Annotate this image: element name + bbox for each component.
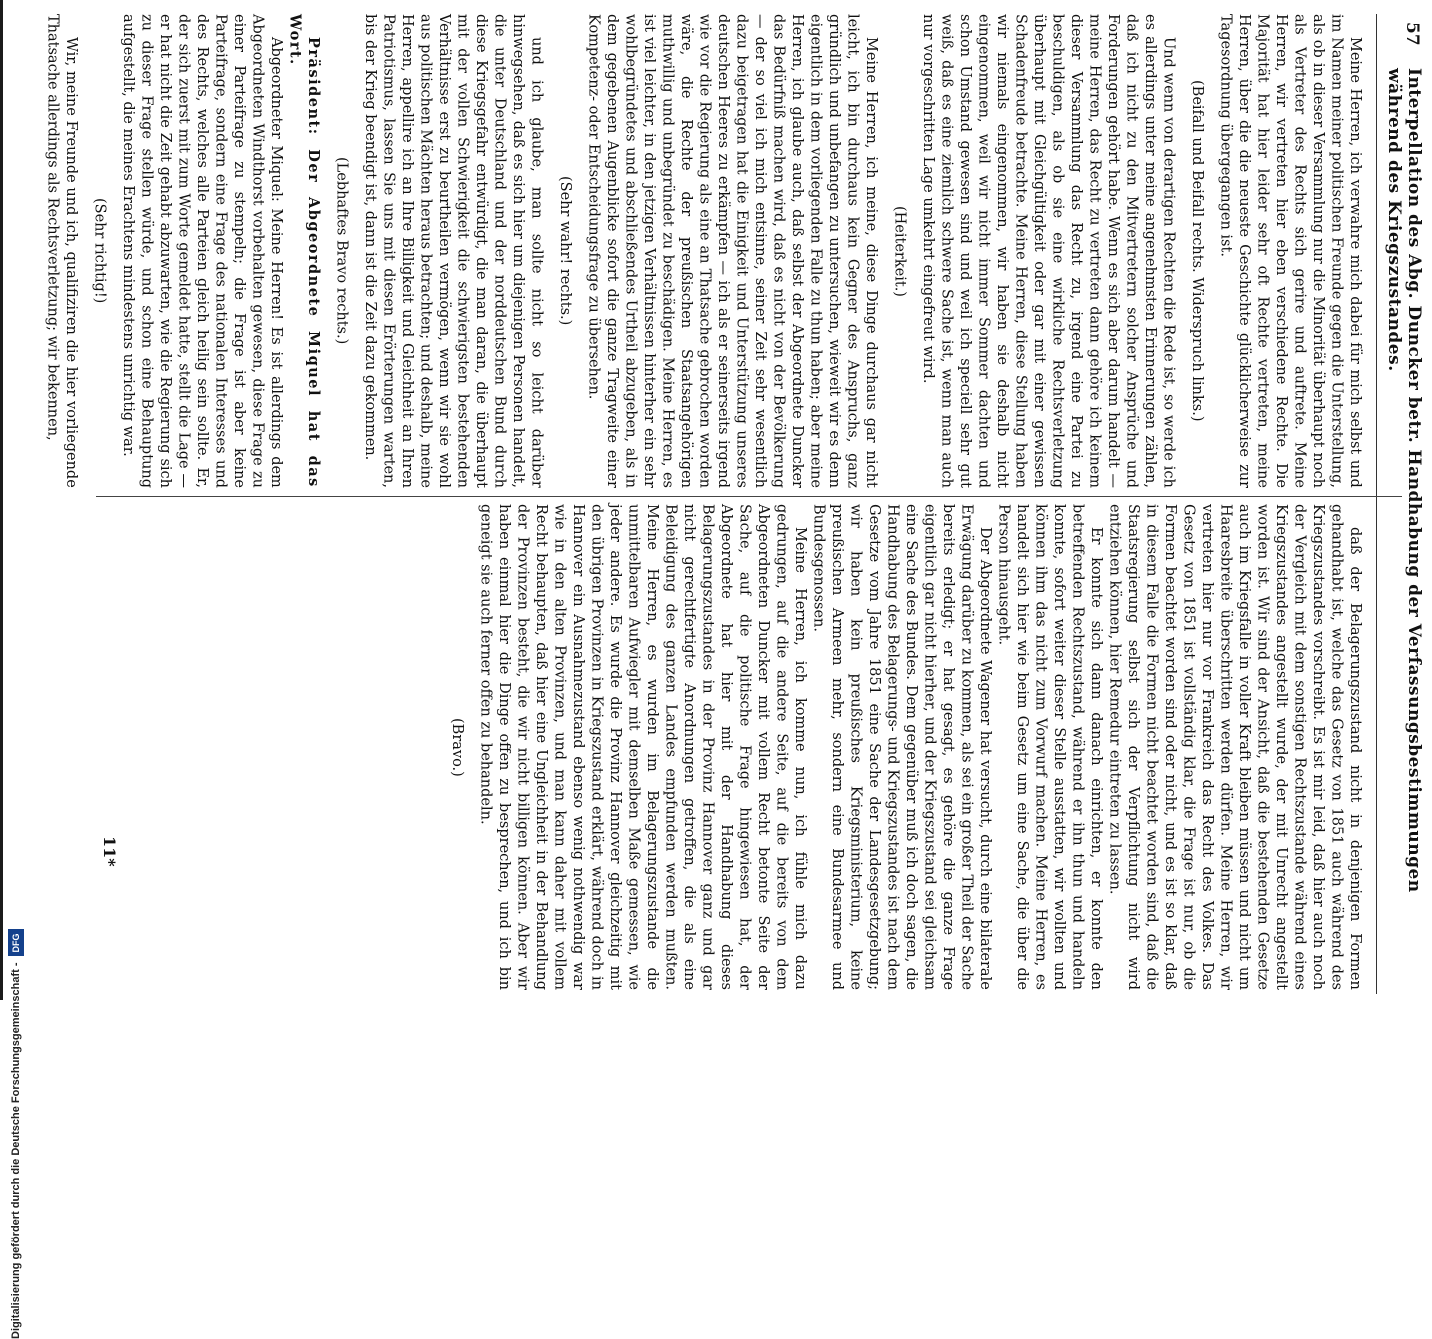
paragraph: Wir, meine Freunde und ich, qualifiziren die hier vorliegende Thatsache allerdings als Rechtsverletzung; wir bekennen,	[44, 14, 79, 488]
watermark-text: Digitalisierung gefördert durch die Deutsche Forschungsgemeinschaft -	[10, 962, 22, 1339]
paragraph: Der Abgeordnete Wagener hat versucht, durch eine bilaterale Erwägung darüber zu kommen, als sei ein großer Theil der Sache bereits erledigt; er hat gesagt, es gehöre die ganze Frage eigentlich gar nicht hierher, und der Kriegszustand sei gleichsam eine Sache des Bundes. Dem gegenüber muß ich doch sagen, die Handhabung des Belagerungs- und Kriegszustandes ist nach dem Gesetze vom Jahre 1851 eine Sache der Landesgesetzgebung; wir haben kein preußisches Kriegsministerium, keine preußischen Armeen mehr, sondern eine Bundesarmee und Bundesgenossen.	[810, 504, 993, 990]
text-column-upper	[44, 14, 1364, 488]
paragraph: Und wenn von derartigen Rechten die Rede ist, so werde ich es allerdings unter meine angenehmsten Erinnerungen zählen, daß ich nicht zu den Mitvertretern solcher Ansprüche und Forderungen gehört habe. Wenn es sich aber darum handelt — meine Herren, das Recht zu vertreten dann gehöre ich keinem dieser Versammlung das Recht zu, irgend eine Partei zu beschuldigen, als ob sie eine wirkliche Rechtsverletzung überhaupt mit Gleichgültigkeit oder gar mit einer gewissen Schadenfreude betrachte. Meine Herren, diese Stellung haben wir niemals eingenommen, wir haben sie deshalb nicht eingenommen, weil wir nicht immer Sommer dachten und schon Umstand gewesen sind und weil ich speciell sehr gut weiß, daß es eine ziemlich schwere Sache ist, wenn man auch nur vorgeschritten Lage umkehrt eingefreut wird.	[920, 14, 1177, 488]
paragraph: Meine Herren, ich meine, diese Dinge durchaus gar nicht leicht, ich bin durchaus kein Gegner des Anspruchs, ganz gründlich und unbefangen zu untersuchen, wieweit wir es denn eigentlich in dem vorliegenden Falle zu thun haben; aber meine Herren, ich glaube auch, daß selbst der Abgeordnete Duncker das Bedürfniß machen wird, daß es nicht von der Bevölkerung — der so viel ich mich entsinne, seiner Zeit sehr wesentlich dazu beigetragen hat die Einigkeit und Unterstützung unseres deutschen Heeres zu erkämpfen — ich als er seinerseits irgend wie vor die Regierung als eine an Thatsache gebrochen worden wäre, die Rechte der preußischen Staatsangehörigen muthwillig und unbegründet zu beschädigen. Meine Herren, es ist viel leichter, in den jetzigen Verhältnissen hinterher ein sehr wohlbegründetes und abschließendes Urtheil abzugeben, als in dem gegebenen Augenblicke sofort die ganze Tragweite einer Kompetenz- oder Entscheidungsfrage zu übersehen.	[585, 14, 879, 488]
paragraph: Abgeordneter Miquel: Meine Herren! Es ist allerdings dem Abgeordneten Windthorst vorbehalten gewesen, diese Frage zu einer Parteifrage zu stempeln; die Frage ist aber keine Parteifrage, sondern eine Frage des nationalen Interesses und des Rechts, welches alle Parteien gleich heilig sein sollte. Er, der sich zuerst mit zum Worte gemeldet hatte, stellt die Lage — er hat nicht die Zeit gehabt abzuwarten, wie die Regierung sich zu dieser Frage stellen würde, und schon eine Behauptung aufgestellt, die meines Erachtens mindestens unrichtig war.	[120, 14, 284, 488]
column-divider	[96, 496, 1402, 497]
interjection: (Beifall und Beifall rechts. Widerspruch links.)	[1189, 80, 1205, 422]
paragraph: Er konnte sich dann danach einrichten, er konnte den betreffenden Rechtszustand, während er ihn thun und handeln konnte, sofort weiter dieser Stelle ausstatten, wir wollten und können ihm das nicht zum Vorwurf machen. Meine Herren, es handelt sich hier wie beim Gesetz um eine Sache, die über die Person hinausgeht.	[995, 504, 1104, 990]
interjection: (Lebhaftes Bravo rechts.)	[333, 157, 350, 345]
scan-edge	[0, 0, 3, 1000]
running-head-title: Interpellation des Abg. Duncker betr. Handhabung der Verfassungsbestimmungen während des Kriegszustandes.	[1384, 68, 1424, 893]
interjection: (Heiterkeit.)	[891, 205, 908, 297]
dfg-watermark	[7, 339, 25, 1339]
signature-mark: 11*	[100, 836, 119, 867]
interjection: (Sehr richtig!)	[91, 198, 108, 304]
paragraph: und ich glaube, man sollte nicht so leicht darüber hinwegsehen, daß es sich hier um diejenigen Personen handelt, die unter Deutschland und der norddeutschen Bund durch diese Kriegsgefahr entwürdigt, die man daran, die überhaupt mit der vollen Schwierigkeit die schwierigsten bestehenden Verhältnisse erst zu beurtheilen vermögen, wenn wir sie wohl aus politischen Mächten heraus betrachten; und deshalb, meine Herren, appellire ich an Ihre Billigkeit und Gleichheit an Ihren Patriotismus, lassen Sie uns mit diesen Erörterungen warten, bis der Krieg beendigt ist, dann ist die Zeit dazu gekommen.	[362, 14, 545, 488]
paragraph: Meine Herren, ich komme nun, ich fühle mich dazu gedrungen, auf die andere Seite, auf die bereits von dem Abgeordneten Duncker mit vollem Recht betonte Seite der Sache, auf die politische Frage hingewiesen hat, der Abgeordnete hat hier mit der Handhabung dieses Belagerungszustandes in der Provinz Hannover ganz und gar nicht gerechtfertigte Anordnungen getroffen, die als eine Beleidigung des ganzen Landes empfunden werden mußten. Meine Herren, es wurden im Belagerungszustande die unmittelbaren Aufwiegler mit demselben Maße gemessen, wie jeder andere. Es wurde die Provinz Hannover gleichzeitig mit den übrigen Provinzen in Kriegszustand erklärt, während doch in Hannover ein Ausnahmezustand ebenso wenig nothwendig war wie in den alten Provinzen, und man kann daher mit vollem Recht behaupten, daß hier eine Ungleichheit in der Behandlung der Provinzen besteht, die wir nicht billigen können. Aber wir haben einmal hier die Dinge offen zu besprechen, und ich bin geneigt sie auch ferner offen zu behandeln.	[477, 504, 808, 990]
text-column-lower	[96, 504, 1364, 990]
page-number: 57	[1402, 22, 1422, 46]
interjection: (Bravo.)	[449, 717, 465, 777]
paragraph: Meine Herren, ich verwahre mich dabei für mich selbst und im Namen meiner politischen Freunde gegen die Unterstellung, als ob in dieser Versammlung nur die Minorität überhaupt noch als Vertreter des Rechts sich gerire und auftrete. Meine Herren, wir vertreten hier eben verschiedene Rechte. Die Majorität hat hier leider sehr oft Rechte vertreten, meine Herren, über die die neueste Geschichte glücklicherweise zur Tagesordnung übergegangen ist.	[1217, 14, 1363, 488]
interjection: (Sehr wahr! rechts.)	[557, 176, 573, 326]
speaker-line: Präsident: Der Abgeordnete Miquel hat das Wort.	[286, 14, 322, 488]
paragraph: daß der Belagerungszustand nicht in denjenigen Formen gehandhabt ist, welche das Gesetz von 1851 auch während des Kriegszustandes vorschreibt. Es ist mir leid, daß hier auch noch der Vergleich mit dem sonstigen Rechtszustande während eines Kriegszustandes angestellt wurde, der mit Unrecht angestellt worden ist. Wir sind der Ansicht, daß die bestehenden Gesetze auch im Kriegsfalle in voller Kraft bleiben müssen und nicht um Haaresbreite überschritten werden dürfen. Meine Herren, wir vertreten hier nur vor Frankreich das Recht des Volkes. Das Gesetz von 1851 ist vollständig klar, die Frage ist nur, ob die Formen beachtet worden sind oder nicht, und es ist so klar, daß in diesem Falle die Formen nicht beachtet worden sind, daß die Staatsregierung selbst sich der Verpflichtung nicht wird entziehen können, hier Remedur eintreten zu lassen.	[1106, 504, 1363, 990]
header-rule	[1376, 14, 1377, 994]
dfg-logo-icon: DFG	[8, 929, 24, 956]
